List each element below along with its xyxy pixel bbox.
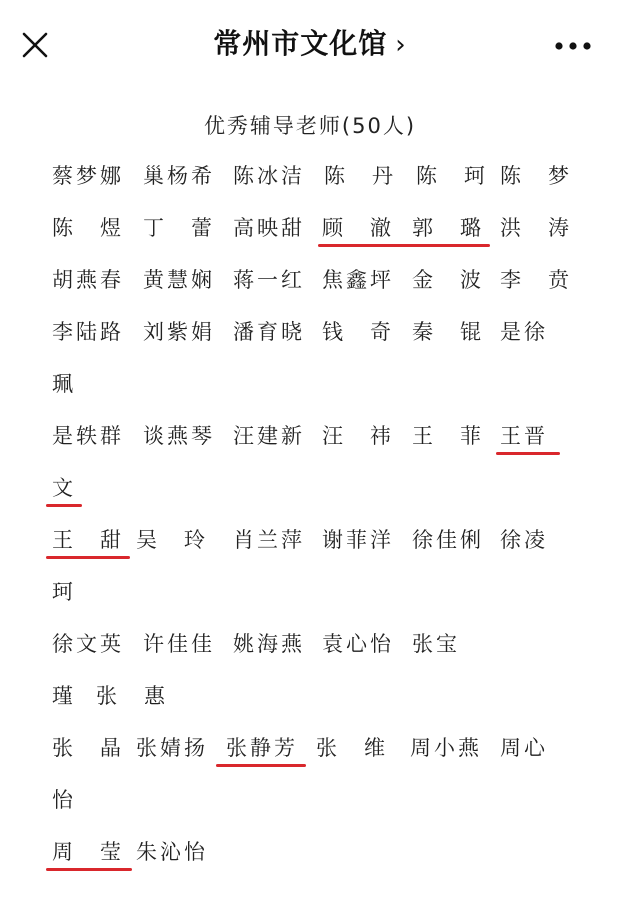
name-item: 陈 梦 <box>500 164 572 188</box>
name-item: 珮 <box>52 372 76 396</box>
name-item: 陈冰洁 <box>233 164 305 188</box>
name-item: 朱沁怡 <box>136 840 208 864</box>
name-item: 黄慧娴 <box>143 268 215 292</box>
name-item: 郭 璐 <box>412 216 484 240</box>
name-item: 徐佳俐 <box>412 528 484 552</box>
name-item: 珂 <box>52 580 76 604</box>
name-item: 谈燕琴 <box>143 424 215 448</box>
name-item: 王晋 <box>500 424 548 448</box>
name-item: 吴 玲 <box>136 528 208 552</box>
name-item: 周小燕 <box>410 736 482 760</box>
list-row <box>52 572 572 624</box>
name-item: 潘育晓 <box>233 320 305 344</box>
name-item: 袁心怡 <box>322 632 394 656</box>
chevron-right-icon: › <box>395 30 407 60</box>
name-item: 陈 煜 <box>52 216 124 240</box>
highlight-underline <box>46 556 130 559</box>
name-item: 汪 祎 <box>322 424 394 448</box>
name-item: 刘紫娟 <box>143 320 215 344</box>
name-item: 张 维 <box>316 736 388 760</box>
name-item: 谢菲洋 <box>322 528 394 552</box>
name-list <box>52 156 572 884</box>
name-item: 巢杨希 <box>143 164 215 188</box>
name-item: 汪建新 <box>233 424 305 448</box>
name-item: 周心 <box>500 736 548 760</box>
name-item: 徐文英 <box>52 632 124 656</box>
section-title: 优秀辅导老师(50人) <box>203 114 417 138</box>
list-row <box>52 624 572 676</box>
highlight-underline <box>216 764 306 767</box>
name-item: 张宝 <box>412 632 460 656</box>
name-item: 陈 珂 <box>416 164 488 188</box>
highlight-underline <box>496 452 560 455</box>
list-row <box>52 312 572 364</box>
name-item: 蔡梦娜 <box>52 164 124 188</box>
highlight-underline <box>46 868 132 871</box>
list-row <box>52 832 572 884</box>
name-item: 顾 澈 <box>322 216 394 240</box>
name-item: 钱 奇 <box>322 320 394 344</box>
more-icon[interactable] <box>552 36 596 56</box>
name-item: 秦 锟 <box>412 320 484 344</box>
name-item: 张 晶 <box>52 736 124 760</box>
name-item: 怡 <box>52 788 76 812</box>
name-item: 张婧扬 <box>136 736 208 760</box>
name-item: 周 莹 <box>52 840 124 864</box>
name-item: 瑾 <box>52 684 76 708</box>
name-item: 高映甜 <box>233 216 305 240</box>
name-item: 张静芳 <box>226 736 298 760</box>
name-item: 是轶群 <box>52 424 124 448</box>
list-row <box>52 728 572 780</box>
name-item: 蒋一红 <box>233 268 305 292</box>
page-title[interactable] <box>0 22 620 67</box>
list-row <box>52 780 572 832</box>
name-item: 胡燕春 <box>52 268 124 292</box>
highlight-underline <box>318 244 490 247</box>
list-row <box>52 364 572 416</box>
list-row <box>52 520 572 572</box>
page-title-text: 常州市文化馆 <box>213 27 388 60</box>
name-item: 李陆路 <box>52 320 124 344</box>
name-item: 焦鑫坪 <box>322 268 394 292</box>
top-bar <box>0 0 620 88</box>
list-row <box>52 416 572 468</box>
name-item: 是徐 <box>500 320 548 344</box>
name-item: 金 波 <box>412 268 484 292</box>
list-row <box>52 156 572 208</box>
name-item: 李 贲 <box>500 268 572 292</box>
name-item: 许佳佳 <box>143 632 215 656</box>
list-row <box>52 676 572 728</box>
name-item: 徐凌 <box>500 528 548 552</box>
list-row <box>52 208 572 260</box>
list-row <box>52 260 572 312</box>
highlight-underline <box>46 504 82 507</box>
name-item: 洪 涛 <box>500 216 572 240</box>
name-item: 文 <box>52 476 76 500</box>
list-row <box>52 468 572 520</box>
name-item: 张 惠 <box>96 684 168 708</box>
name-item: 丁 蕾 <box>143 216 215 240</box>
name-item: 王 甜 <box>52 528 124 552</box>
name-item: 王 菲 <box>412 424 484 448</box>
name-item: 陈 丹 <box>324 164 396 188</box>
name-item: 姚海燕 <box>233 632 305 656</box>
name-item: 肖兰萍 <box>233 528 305 552</box>
